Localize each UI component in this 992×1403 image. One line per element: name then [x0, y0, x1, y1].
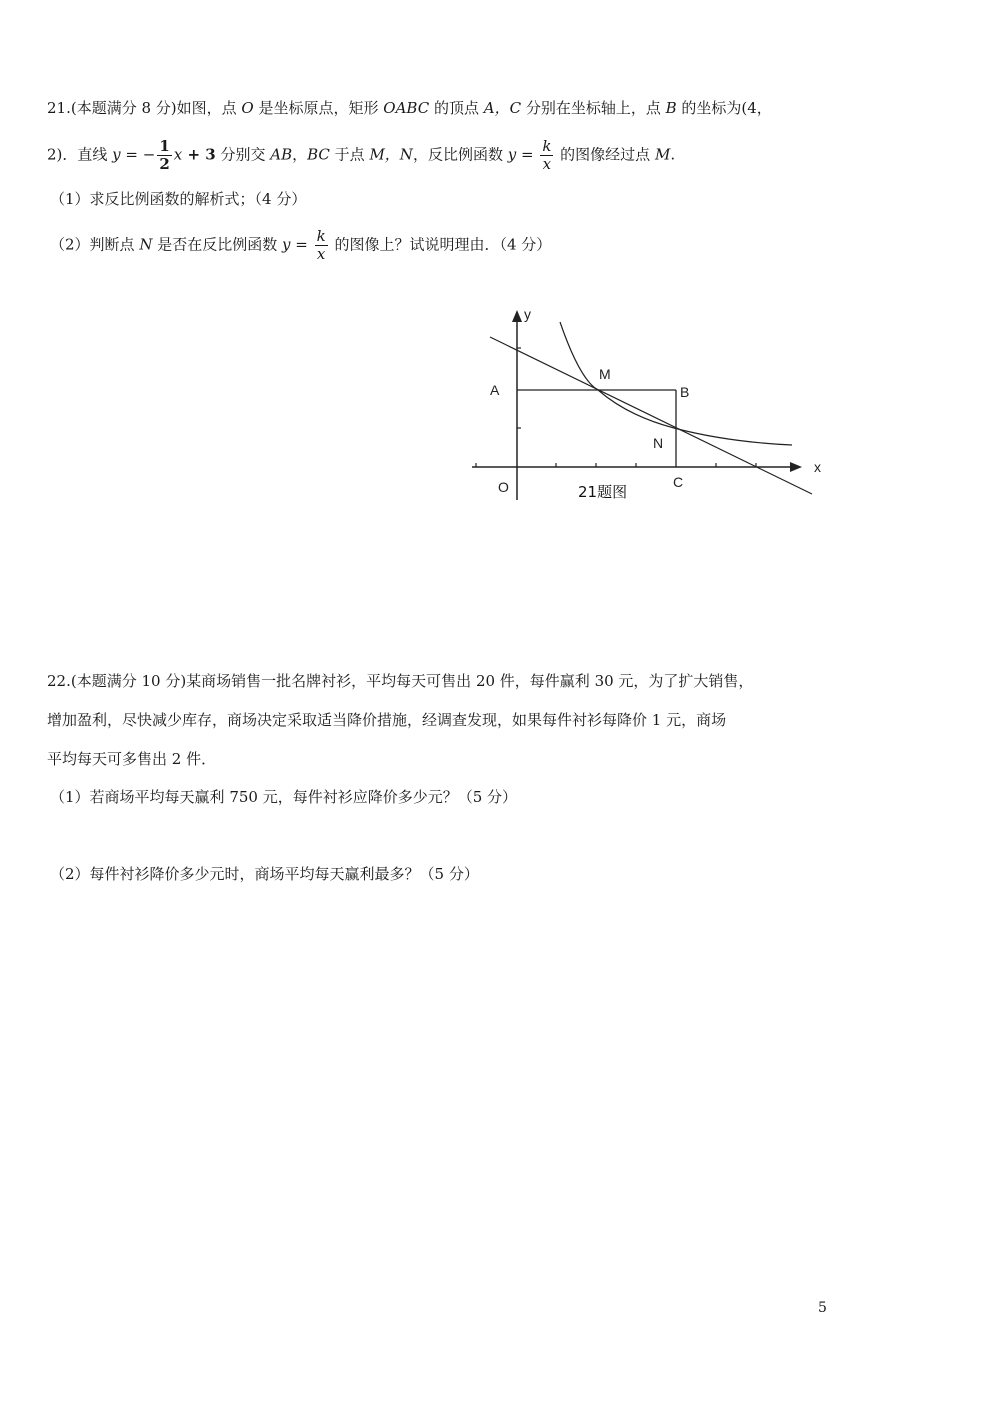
fraction-denominator: x [316, 245, 326, 263]
x-axis-label: x [814, 459, 821, 475]
q21-text: （2）判断点 [50, 235, 140, 254]
fraction-k-over-x [315, 228, 328, 263]
fraction-numerator: k [316, 227, 326, 245]
q21-text: 是坐标原点，矩形 [253, 99, 384, 117]
q22-part2: （2）每件衬衫降价多少元时，商场平均每天赢利最多？（5 分） [50, 865, 479, 883]
q21-figure [462, 300, 832, 510]
figure-caption: 21题图 [578, 483, 628, 501]
point-m-label: M [599, 366, 611, 382]
segment-ab: AB [270, 145, 293, 164]
point-c-label: C [673, 474, 684, 490]
q22-line2: 增加盈利，尽快减少库存，商场决定采取适当降价措施，经调查发现，如果每件衬衫每降价 1 元，商场 [47, 711, 727, 729]
fraction-one-half [157, 138, 171, 173]
q21-text: . [670, 145, 676, 164]
q21-text: 的图像上？试说明理由．（4 分） [329, 235, 552, 254]
q21-text: 21.(本题满分 8 分)如图，点 [47, 99, 242, 117]
straight-line [490, 337, 812, 494]
q21-text: 的坐标为(4， [676, 99, 772, 117]
y-axis-arrow-icon [512, 310, 522, 322]
q21-point-b: B [665, 99, 677, 117]
fraction-denominator: x [542, 155, 552, 173]
q21-part1: （1）求反比例函数的解析式；（4 分） [50, 190, 307, 208]
q21-line2 [47, 138, 675, 173]
q21-text: 的图像经过点 [555, 145, 655, 164]
fraction-numerator: k [542, 137, 552, 155]
page-number: 5 [818, 1300, 827, 1316]
point-a-label: A [490, 382, 500, 398]
q22-line1: 22.(本题满分 10 分)某商场销售一批名牌衬衫，平均每天可售出 20 件，每件赢利 30 元，为了扩大销售， [47, 672, 754, 690]
math-var: y [507, 145, 517, 164]
q21-text: ，反比例函数 [412, 145, 508, 164]
point-n-label: N [653, 435, 664, 451]
segment-bc: BC [307, 145, 330, 164]
math-var: x [173, 145, 183, 164]
point-n: N [139, 235, 153, 254]
q21-text: 是否在反比例函数 [152, 235, 282, 254]
q21-text: 分别在坐标轴上，点 [521, 99, 666, 117]
origin-label: O [498, 479, 509, 495]
q22-part1: （1）若商场平均每天赢利 750 元，每件衬衫应降价多少元？（5 分） [50, 788, 518, 806]
math-op: = − [120, 145, 156, 164]
fraction-denominator: 2 [159, 155, 170, 173]
math-var: y [112, 145, 121, 164]
q22-line3: 平均每天可多售出 2 件． [47, 750, 217, 768]
q21-text: 分别交 [215, 145, 271, 164]
q21-text: 于点 [329, 145, 370, 164]
math-var: y [281, 235, 291, 254]
q21-text: 2)．直线 [47, 145, 113, 164]
x-axis-arrow-icon [790, 462, 802, 472]
points-mn: M，N [369, 145, 413, 164]
point-b-label: B [680, 384, 690, 400]
q21-text: ， [292, 145, 308, 164]
fraction-numerator: 1 [159, 137, 170, 155]
q21-text: 的顶点 [429, 99, 484, 117]
fraction-k-over-x [540, 138, 553, 173]
q21-line1 [47, 98, 772, 118]
q21-point-o: O [241, 99, 254, 117]
point-m: M [654, 145, 671, 164]
math-op: = [290, 235, 313, 254]
math-op: = [516, 145, 539, 164]
y-axis-label: y [524, 306, 531, 322]
q21-points-ac: A，C [483, 99, 522, 117]
q21-rect-name: OABC [383, 99, 430, 117]
math-op: + 3 [182, 145, 216, 164]
q21-part2 [50, 228, 551, 263]
